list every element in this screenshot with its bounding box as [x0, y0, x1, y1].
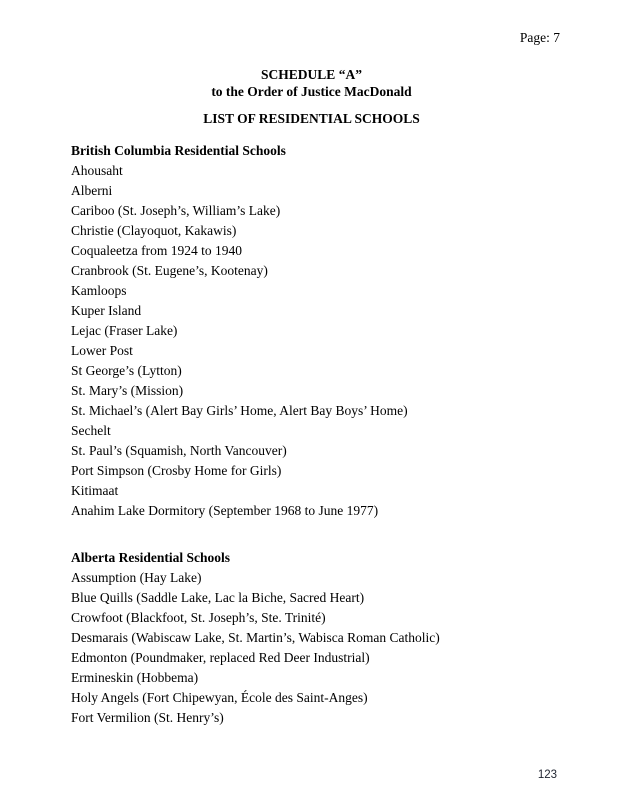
school-list-item: Coqualeetza from 1924 to 1940 — [71, 243, 242, 258]
school-list-item: Crowfoot (Blackfoot, St. Joseph’s, Ste. Trinité) — [71, 610, 326, 625]
school-list-item: Lejac (Fraser Lake) — [71, 323, 178, 338]
list-title: LIST OF RESIDENTIAL SCHOOLS — [203, 111, 420, 126]
school-list-item: Cariboo (St. Joseph’s, William’s Lake) — [71, 203, 281, 218]
page-footer-number: 123 — [537, 769, 557, 781]
school-list-item: Port Simpson (Crosby Home for Girls) — [71, 463, 282, 478]
school-list-item: Holy Angels (Fort Chipewyan, École des Saint-Anges) — [71, 690, 368, 705]
school-list-item: Desmarais (Wabiscaw Lake, St. Martin’s, Wabisca Roman Catholic) — [71, 630, 440, 645]
school-list-item: Christie (Clayoquot, Kakawis) — [71, 223, 237, 238]
school-list-item: St George’s (Lytton) — [71, 363, 182, 378]
school-list-item: Blue Quills (Saddle Lake, Lac la Biche, Sacred Heart) — [71, 590, 365, 605]
section-heading-british-columbia: British Columbia Residential Schools — [71, 143, 286, 158]
school-list-item: Anahim Lake Dormitory (September 1968 to June 1977) — [71, 503, 379, 518]
school-list-item: Ahousaht — [71, 163, 123, 178]
section-heading-alberta: Alberta Residential Schools — [71, 550, 231, 565]
school-list-item: Fort Vermilion (St. Henry’s) — [71, 710, 224, 725]
school-list-item: Edmonton (Poundmaker, replaced Red Deer Industrial) — [71, 650, 370, 665]
school-list-item: Kuper Island — [71, 303, 142, 318]
school-list-item: Assumption (Hay Lake) — [71, 570, 202, 585]
schedule-title: SCHEDULE “A” — [261, 67, 362, 82]
school-list-item: St. Paul’s (Squamish, North Vancouver) — [71, 443, 287, 458]
school-list-item: Alberni — [71, 183, 113, 198]
schedule-order-line: to the Order of Justice MacDonald — [211, 83, 412, 99]
school-list-item: St. Mary’s (Mission) — [71, 383, 184, 398]
school-list-item: Cranbrook (St. Eugene’s, Kootenay) — [71, 263, 268, 278]
section-alberta — [71, 548, 583, 728]
page-header-label: Page: 7 — [519, 30, 560, 45]
school-list-item: Lower Post — [71, 343, 133, 358]
school-list-item: St. Michael’s (Alert Bay Girls’ Home, Alert Bay Boys’ Home) — [71, 403, 408, 418]
title-block — [0, 67, 623, 100]
section-british-columbia — [71, 141, 583, 521]
school-list-item: Ermineskin (Hobbema) — [71, 670, 199, 685]
school-list-item: Sechelt — [71, 423, 111, 438]
school-list-item: Kitimaat — [71, 483, 119, 498]
school-list-item: Kamloops — [71, 283, 127, 298]
